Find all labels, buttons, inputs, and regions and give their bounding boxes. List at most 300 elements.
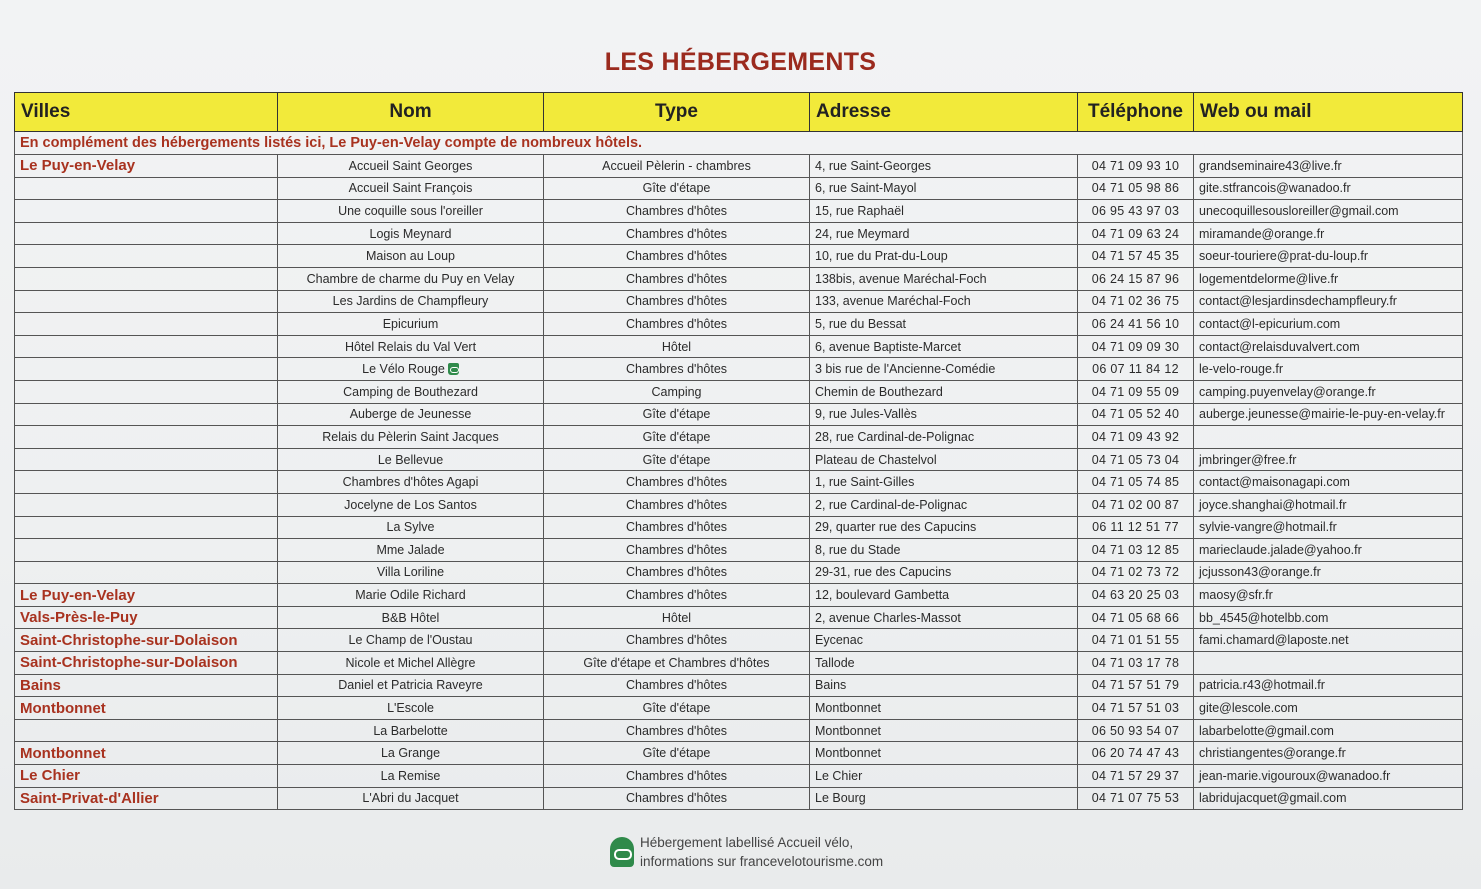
cell-nom-text: L'Escole	[387, 701, 434, 716]
cell-type	[544, 765, 810, 788]
cell-adresse	[810, 380, 1078, 403]
cell-ville	[15, 629, 278, 652]
cell-ville-text: Montbonnet	[20, 744, 106, 762]
cell-adresse-text: Le Bourg	[815, 791, 866, 806]
cell-ville	[15, 380, 278, 403]
cell-nom	[278, 606, 544, 629]
cell-telephone	[1078, 719, 1194, 742]
cell-type-text: Chambres d'hôtes	[625, 475, 728, 490]
cell-telephone-text: 04 71 02 73 72	[1091, 565, 1180, 580]
cell-telephone-text: 04 71 02 00 87	[1091, 497, 1180, 512]
cell-ville	[15, 606, 278, 629]
table-row	[15, 155, 1463, 178]
cell-nom	[278, 290, 544, 313]
cell-web	[1194, 539, 1463, 562]
cell-ville	[15, 290, 278, 313]
cell-adresse-text: Montbonnet	[815, 701, 882, 716]
cell-web	[1194, 606, 1463, 629]
cell-telephone	[1078, 584, 1194, 607]
cell-ville	[15, 765, 278, 788]
cell-web	[1194, 787, 1463, 810]
cell-nom-text: Epicurium	[382, 316, 439, 331]
cell-nom	[278, 493, 544, 516]
header-web: Web ou mail	[1194, 93, 1463, 132]
cell-web-text: jean-marie.vigouroux@wanadoo.fr	[1199, 768, 1391, 783]
cell-adresse	[810, 335, 1078, 358]
cell-web	[1194, 629, 1463, 652]
cell-telephone-text: 06 24 15 87 96	[1091, 271, 1180, 286]
cell-ville-text: Vals-Près-le-Puy	[20, 609, 138, 627]
cell-nom	[278, 267, 544, 290]
cell-telephone-text: 04 71 57 45 35	[1091, 249, 1180, 264]
cell-type	[544, 358, 810, 381]
cell-web-text: sylvie-vangre@hotmail.fr	[1199, 520, 1337, 535]
cell-nom	[278, 177, 544, 200]
cell-ville-text: Saint-Privat-d'Allier	[20, 789, 159, 807]
cell-nom	[278, 719, 544, 742]
cell-telephone	[1078, 448, 1194, 471]
cell-type	[544, 584, 810, 607]
cell-adresse	[810, 313, 1078, 336]
cell-ville	[15, 335, 278, 358]
cell-adresse-text: 10, rue du Prat-du-Loup	[815, 249, 948, 264]
cell-adresse-text: 29, quarter rue des Capucins	[815, 520, 977, 535]
cell-telephone	[1078, 335, 1194, 358]
cell-type-text: Chambres d'hôtes	[625, 226, 728, 241]
cell-adresse-text: 133, avenue Maréchal-Foch	[815, 294, 971, 309]
cell-web-text: joyce.shanghai@hotmail.fr	[1199, 497, 1347, 512]
note-row	[15, 132, 1463, 155]
cell-web-text: jmbringer@free.fr	[1199, 452, 1297, 467]
cell-nom-text: Une coquille sous l'oreiller	[338, 203, 483, 218]
cell-nom	[278, 561, 544, 584]
cell-nom-text: Mme Jalade	[376, 542, 445, 557]
cell-ville	[15, 448, 278, 471]
cell-telephone	[1078, 765, 1194, 788]
cell-telephone-text: 04 71 09 93 10	[1091, 158, 1180, 173]
cell-adresse	[810, 697, 1078, 720]
cell-telephone-text: 04 71 57 51 79	[1091, 678, 1180, 693]
cell-web	[1194, 516, 1463, 539]
cell-web-text: grandseminaire43@live.fr	[1199, 158, 1342, 173]
cell-telephone	[1078, 539, 1194, 562]
table-row	[15, 426, 1463, 449]
cell-type	[544, 652, 810, 675]
cell-adresse-text: 2, avenue Charles-Massot	[815, 610, 961, 625]
cell-adresse	[810, 629, 1078, 652]
cell-telephone	[1078, 742, 1194, 765]
cell-ville	[15, 561, 278, 584]
table-row	[15, 697, 1463, 720]
cell-web-text: soeur-touriere@prat-du-loup.fr	[1199, 249, 1369, 264]
cell-ville	[15, 697, 278, 720]
cell-nom-text: Marie Odile Richard	[355, 588, 466, 603]
cell-nom	[278, 222, 544, 245]
table-row	[15, 358, 1463, 381]
cell-ville-text: Le Puy-en-Velay	[20, 157, 136, 175]
cell-nom-text: B&B Hôtel	[381, 610, 440, 625]
cell-type	[544, 313, 810, 336]
cell-telephone-text: 04 71 05 73 04	[1091, 452, 1180, 467]
cell-type-text: Chambres d'hôtes	[625, 497, 728, 512]
cell-type-text: Gîte d'étape et Chambres d'hôtes	[583, 655, 770, 670]
cell-type-text: Hôtel	[661, 339, 692, 354]
cell-telephone-text: 06 24 41 56 10	[1091, 316, 1180, 331]
cell-nom-text: Camping de Bouthezard	[343, 384, 478, 399]
cell-telephone-text: 06 11 12 51 77	[1092, 520, 1179, 535]
table-row	[15, 267, 1463, 290]
cell-adresse-text: Chemin de Bouthezard	[815, 384, 943, 399]
cell-web	[1194, 584, 1463, 607]
accommodations-table	[14, 92, 1463, 810]
table-row	[15, 245, 1463, 268]
cell-nom	[278, 697, 544, 720]
table-row	[15, 222, 1463, 245]
cell-type	[544, 426, 810, 449]
cell-nom	[278, 448, 544, 471]
cell-type-text: Gîte d'étape	[642, 407, 711, 422]
cell-nom-text: Les Jardins de Champfleury	[332, 294, 489, 309]
cell-adresse-text: 2, rue Cardinal-de-Polignac	[815, 497, 968, 512]
cell-telephone	[1078, 358, 1194, 381]
cell-telephone	[1078, 561, 1194, 584]
cell-nom-text: Hôtel Relais du Val Vert	[344, 339, 477, 354]
footer-line-2: informations sur francevelotourisme.com	[640, 854, 884, 869]
cell-telephone-text: 06 50 93 54 07	[1091, 723, 1180, 738]
cell-adresse	[810, 155, 1078, 178]
cell-type	[544, 335, 810, 358]
cell-telephone	[1078, 403, 1194, 426]
cell-web	[1194, 448, 1463, 471]
table-row	[15, 561, 1463, 584]
cell-telephone-text: 04 71 01 51 55	[1091, 633, 1180, 648]
cell-adresse-text: 1, rue Saint-Gilles	[815, 475, 915, 490]
cell-type-text: Accueil Pèlerin - chambres	[602, 158, 751, 173]
cell-telephone	[1078, 222, 1194, 245]
header-telephone: Téléphone	[1078, 93, 1194, 132]
cell-type-text: Chambres d'hôtes	[625, 362, 728, 377]
cell-adresse-text: 8, rue du Stade	[815, 542, 901, 557]
cell-nom	[278, 652, 544, 675]
cell-nom-text: Accueil Saint Georges	[348, 158, 473, 173]
cell-adresse	[810, 561, 1078, 584]
cell-ville	[15, 267, 278, 290]
cell-ville	[15, 652, 278, 675]
accommodations-table-wrapper	[14, 92, 1462, 810]
cell-adresse-text: Le Chier	[815, 768, 863, 783]
cell-type	[544, 177, 810, 200]
cell-nom	[278, 380, 544, 403]
cell-telephone-text: 04 71 57 29 37	[1091, 768, 1180, 783]
cell-web	[1194, 561, 1463, 584]
cell-nom	[278, 358, 544, 381]
cell-adresse-text: Bains	[815, 678, 847, 693]
cell-telephone	[1078, 267, 1194, 290]
cell-ville	[15, 674, 278, 697]
cell-ville	[15, 222, 278, 245]
cell-nom-text: Maison au Loup	[366, 249, 455, 264]
cell-type	[544, 539, 810, 562]
table-row	[15, 516, 1463, 539]
cell-telephone	[1078, 697, 1194, 720]
cell-adresse-text: 9, rue Jules-Vallès	[815, 407, 917, 422]
cell-nom-text: La Sylve	[386, 520, 435, 535]
cell-telephone-text: 06 07 11 84 12	[1092, 362, 1179, 377]
cell-adresse	[810, 290, 1078, 313]
cell-ville-text: Le Puy-en-Velay	[20, 586, 136, 604]
cell-type	[544, 493, 810, 516]
cell-adresse-text: 12, boulevard Gambetta	[815, 588, 950, 603]
cell-adresse-text: Montbonnet	[815, 723, 882, 738]
cell-nom-text: Chambre de charme du Puy en Velay	[306, 271, 515, 286]
table-row	[15, 584, 1463, 607]
cell-type-text: Chambres d'hôtes	[625, 588, 728, 603]
table-row	[15, 493, 1463, 516]
cell-nom	[278, 742, 544, 765]
cell-telephone-text: 04 71 09 55 09	[1091, 384, 1180, 399]
cell-telephone	[1078, 200, 1194, 223]
cell-nom	[278, 200, 544, 223]
cell-web	[1194, 245, 1463, 268]
cell-ville	[15, 742, 278, 765]
table-row	[15, 335, 1463, 358]
cell-type	[544, 245, 810, 268]
accueil-velo-icon	[610, 837, 634, 867]
cell-web-text: christiangentes@orange.fr	[1199, 746, 1346, 761]
cell-adresse-text: 6, rue Saint-Mayol	[815, 181, 917, 196]
table-row	[15, 290, 1463, 313]
cell-nom	[278, 765, 544, 788]
cell-web	[1194, 313, 1463, 336]
cell-ville	[15, 177, 278, 200]
cell-telephone-text: 04 71 05 74 85	[1091, 475, 1180, 490]
cell-type-text: Camping	[651, 384, 702, 399]
cell-ville	[15, 245, 278, 268]
cell-ville	[15, 313, 278, 336]
cell-web-text: contact@relaisduvalvert.com	[1199, 339, 1360, 354]
cell-type-text: Chambres d'hôtes	[625, 294, 728, 309]
cell-web	[1194, 335, 1463, 358]
cell-nom-text: Nicole et Michel Allègre	[345, 655, 476, 670]
cell-nom	[278, 471, 544, 494]
cell-nom	[278, 245, 544, 268]
cell-adresse-text: 5, rue du Bessat	[815, 316, 907, 331]
cell-nom-text: La Barbelotte	[373, 723, 448, 738]
cell-web-text: miramande@orange.fr	[1199, 226, 1325, 241]
cell-type	[544, 200, 810, 223]
table-header-row	[15, 93, 1463, 132]
cell-adresse	[810, 200, 1078, 223]
cell-adresse-text: 15, rue Raphaël	[815, 203, 904, 218]
cell-type	[544, 629, 810, 652]
cell-web	[1194, 358, 1463, 381]
cell-type-text: Chambres d'hôtes	[625, 271, 728, 286]
cell-web-text: fami.chamard@laposte.net	[1199, 633, 1349, 648]
cell-type-text: Chambres d'hôtes	[625, 678, 728, 693]
cell-adresse	[810, 584, 1078, 607]
cell-telephone-text: 04 71 02 36 75	[1091, 294, 1180, 309]
cell-nom	[278, 516, 544, 539]
table-row	[15, 539, 1463, 562]
table-row	[15, 606, 1463, 629]
cell-nom-text: Le Champ de l'Oustau	[348, 633, 473, 648]
cell-ville	[15, 516, 278, 539]
cell-web-text: gite@lescole.com	[1199, 701, 1298, 716]
table-row	[15, 380, 1463, 403]
header-type: Type	[544, 93, 810, 132]
cell-adresse-text: 138bis, avenue Maréchal-Foch	[815, 271, 987, 286]
cell-telephone-text: 06 20 74 47 43	[1091, 746, 1180, 761]
cell-type	[544, 674, 810, 697]
cell-web-text: camping.puyenvelay@orange.fr	[1199, 384, 1376, 399]
cell-nom	[278, 787, 544, 810]
table-row	[15, 200, 1463, 223]
cell-telephone	[1078, 471, 1194, 494]
cell-ville	[15, 493, 278, 516]
cell-adresse	[810, 652, 1078, 675]
cell-web	[1194, 742, 1463, 765]
cell-web	[1194, 200, 1463, 223]
cell-adresse	[810, 787, 1078, 810]
cell-telephone-text: 04 71 03 17 78	[1091, 655, 1180, 670]
cell-nom-text: Auberge de Jeunesse	[349, 407, 472, 422]
cell-type	[544, 267, 810, 290]
cell-web-text: labridujacquet@gmail.com	[1199, 791, 1347, 806]
cell-telephone	[1078, 313, 1194, 336]
cell-adresse-text: 4, rue Saint-Georges	[815, 158, 932, 173]
cell-ville	[15, 584, 278, 607]
cell-type-text: Chambres d'hôtes	[625, 768, 728, 783]
cell-telephone	[1078, 606, 1194, 629]
cell-web-text: unecoquillesousloreiller@gmail.com	[1199, 203, 1399, 218]
cell-web-text: bb_4545@hotelbb.com	[1199, 610, 1329, 625]
cell-type	[544, 155, 810, 178]
cell-type-text: Chambres d'hôtes	[625, 542, 728, 557]
cell-web	[1194, 719, 1463, 742]
cell-telephone	[1078, 629, 1194, 652]
cell-nom-text: L'Abri du Jacquet	[362, 791, 459, 806]
table-row	[15, 719, 1463, 742]
cell-type-text: Gîte d'étape	[642, 452, 711, 467]
accueil-velo-icon	[448, 363, 459, 375]
cell-nom	[278, 539, 544, 562]
cell-ville	[15, 719, 278, 742]
cell-nom	[278, 403, 544, 426]
cell-ville	[15, 403, 278, 426]
cell-telephone-text: 04 71 05 68 66	[1091, 610, 1180, 625]
cell-type	[544, 561, 810, 584]
cell-ville	[15, 471, 278, 494]
cell-type-text: Gîte d'étape	[642, 746, 711, 761]
header-nom: Nom	[278, 93, 544, 132]
cell-web	[1194, 471, 1463, 494]
cell-adresse	[810, 539, 1078, 562]
table-row	[15, 448, 1463, 471]
table-row	[15, 629, 1463, 652]
cell-adresse	[810, 493, 1078, 516]
cell-web-text: logementdelorme@live.fr	[1199, 271, 1339, 286]
cell-nom	[278, 584, 544, 607]
cell-web	[1194, 177, 1463, 200]
table-row	[15, 471, 1463, 494]
cell-type-text: Hôtel	[661, 610, 692, 625]
cell-web-text: marieclaude.jalade@yahoo.fr	[1199, 542, 1362, 557]
table-row	[15, 765, 1463, 788]
cell-telephone-text: 04 71 57 51 03	[1091, 701, 1180, 716]
cell-web	[1194, 380, 1463, 403]
cell-type	[544, 697, 810, 720]
cell-web	[1194, 403, 1463, 426]
table-row	[15, 787, 1463, 810]
cell-telephone-text: 04 71 09 63 24	[1091, 226, 1180, 241]
cell-adresse-text: Plateau de Chastelvol	[815, 452, 937, 467]
cell-web-text: maosy@sfr.fr	[1199, 588, 1273, 603]
cell-type-text: Gîte d'étape	[642, 429, 711, 444]
cell-type	[544, 719, 810, 742]
cell-adresse-text: 6, avenue Baptiste-Marcet	[815, 339, 961, 354]
cell-telephone-text: 04 71 05 98 86	[1091, 181, 1180, 196]
cell-ville	[15, 358, 278, 381]
cell-adresse	[810, 606, 1078, 629]
cell-ville-text: Montbonnet	[20, 699, 106, 717]
cell-ville	[15, 787, 278, 810]
cell-web	[1194, 155, 1463, 178]
cell-nom	[278, 674, 544, 697]
cell-web	[1194, 267, 1463, 290]
cell-adresse	[810, 719, 1078, 742]
hotels-note: En complément des hébergements listés ici, Le Puy-en-Velay compte de nombreux hôtels.	[15, 132, 1463, 155]
cell-adresse-text: 28, rue Cardinal-de-Polignac	[815, 429, 975, 444]
cell-ville	[15, 155, 278, 178]
page-title: LES HÉBERGEMENTS	[604, 48, 877, 76]
cell-web-text: jcjusson43@orange.fr	[1199, 565, 1321, 580]
cell-telephone	[1078, 652, 1194, 675]
cell-adresse	[810, 426, 1078, 449]
table-row	[15, 652, 1463, 675]
cell-web-text: le-velo-rouge.fr	[1199, 362, 1284, 377]
cell-web-text: auberge.jeunesse@mairie-le-puy-en-velay.fr	[1199, 407, 1445, 422]
cell-type-text: Chambres d'hôtes	[625, 203, 728, 218]
cell-adresse	[810, 222, 1078, 245]
cell-nom-text: Logis Meynard	[369, 226, 452, 241]
cell-adresse	[810, 245, 1078, 268]
cell-adresse-text: Montbonnet	[815, 746, 882, 761]
table-row	[15, 177, 1463, 200]
cell-web-text: patricia.r43@hotmail.fr	[1199, 678, 1325, 693]
cell-web-text: labarbelotte@gmail.com	[1199, 723, 1334, 738]
cell-ville	[15, 539, 278, 562]
cell-ville-text: Saint-Christophe-sur-Dolaison	[20, 631, 238, 649]
cell-telephone-text: 04 71 05 52 40	[1091, 407, 1180, 422]
cell-telephone	[1078, 674, 1194, 697]
table-row	[15, 313, 1463, 336]
cell-telephone-text: 04 71 03 12 85	[1091, 542, 1180, 557]
cell-nom-text: Le Vélo Rouge	[362, 362, 445, 377]
cell-nom	[278, 426, 544, 449]
cell-nom-text: Le Bellevue	[377, 452, 444, 467]
cell-ville-text: Le Chier	[20, 767, 81, 785]
cell-adresse-text: Tallode	[815, 655, 855, 670]
cell-type-text: Chambres d'hôtes	[625, 316, 728, 331]
cell-telephone	[1078, 155, 1194, 178]
table-row	[15, 674, 1463, 697]
cell-web-text: contact@lesjardinsdechampfleury.fr	[1199, 294, 1397, 309]
cell-telephone	[1078, 787, 1194, 810]
cell-type-text: Chambres d'hôtes	[625, 723, 728, 738]
cell-nom-text: Chambres d'hôtes Agapi	[342, 475, 479, 490]
cell-ville	[15, 200, 278, 223]
footer-line-1: Hébergement labellisé Accueil vélo,	[640, 835, 854, 850]
